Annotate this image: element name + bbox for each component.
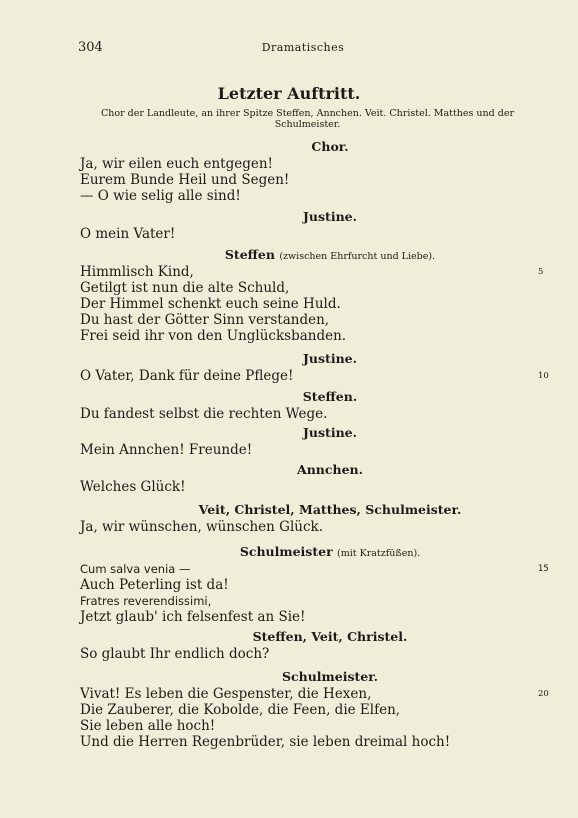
verse-line: Frei seid ihr von den Unglücksbanden. [80, 328, 347, 344]
speech-block [80, 246, 544, 344]
speaker-label: Justine. [303, 425, 357, 440]
verse-line: Die Zauberer, die Kobolde, die Feen, die Elfen, [80, 702, 401, 718]
verse-line: Auch Peterling ist da! [80, 577, 229, 593]
speaker-label: Annchen. [297, 462, 363, 477]
verse-line: Du fandest selbst die rechten Wege. [80, 406, 328, 422]
verse-line: Cum salva venia — 15 [80, 562, 549, 576]
speaker-label: Steffen, Veit, Christel. [252, 629, 408, 644]
verse-line: Ja, wir wünschen, wünschen Glück. [80, 519, 323, 535]
speech-block [80, 543, 549, 625]
stage-note: (mit Kratzfüßen). [337, 548, 421, 559]
verse-line: Und die Herren Regenbrüder, sie leben dreimal hoch! [80, 734, 451, 750]
verse-line: O Vater, Dank für deine Pflege! 10 [80, 368, 549, 384]
verse-line: Welches Glück! [80, 479, 186, 495]
verse-line: So glaubt Ihr endlich doch? [80, 646, 270, 662]
line-number: 15 [538, 564, 549, 574]
stage-note: (zwischen Ehrfurcht und Liebe). [279, 251, 436, 262]
verse-line: Getilgt ist nun die alte Schuld, [80, 280, 290, 296]
verse-line: O mein Vater! [80, 226, 176, 242]
speech-block [80, 138, 540, 204]
verse-line: Eurem Bunde Heil und Segen! [80, 172, 290, 188]
page-number: 304 [78, 40, 103, 55]
verse-line: Fratres reverendissimi, [80, 594, 212, 608]
speaker-label: Justine. [303, 209, 357, 224]
speech-block [80, 668, 549, 750]
verse-line: Jetzt glaub' ich felsenfest an Sie! [80, 609, 306, 625]
speech-block [80, 501, 540, 535]
speech-block [80, 424, 540, 458]
line-number: 5 [538, 267, 544, 277]
speech-block [80, 208, 540, 242]
line-number: 20 [538, 689, 549, 699]
speaker-label: Steffen (zwischen Ehrfurcht und Liebe). [224, 247, 436, 262]
verse-line: Mein Annchen! Freunde! [80, 442, 253, 458]
verse-line: Sie leben alle hoch! [80, 718, 216, 734]
verse-line: Ja, wir eilen euch entgegen! [80, 156, 273, 172]
speech-block [80, 628, 540, 662]
verse-line: — O wie selig alle sind! [80, 188, 241, 204]
speech-block [80, 388, 540, 422]
page-header [78, 40, 528, 58]
speaker-label: Steffen. [302, 389, 358, 404]
stage-direction: Chor der Landleute, an ihrer Spitze Steffen, Annchen. Veit. Christel. Matthes und der Schulmeister. [100, 108, 515, 130]
verse-line: Himmlisch Kind, 5 [80, 264, 544, 280]
verse-line: Vivat! Es leben die Gespenster, die Hexen, 20 [80, 686, 549, 702]
verse-line: Du hast der Götter Sinn verstanden, [80, 312, 330, 328]
speaker-label: Schulmeister. [281, 669, 379, 684]
speaker-label: Chor. [311, 139, 349, 154]
running-title: Dramatisches [261, 41, 345, 54]
speech-block [80, 461, 540, 495]
line-number: 10 [538, 371, 549, 381]
speaker-label: Justine. [303, 351, 357, 366]
speaker-label: Schulmeister (mit Kratzfüßen). [239, 544, 421, 559]
speaker-label: Veit, Christel, Matthes, Schulmeister. [198, 502, 462, 517]
speech-block [80, 350, 549, 384]
scene-title: Letzter Auftritt. [217, 84, 361, 103]
verse-line: Der Himmel schenkt euch seine Huld. [80, 296, 341, 312]
